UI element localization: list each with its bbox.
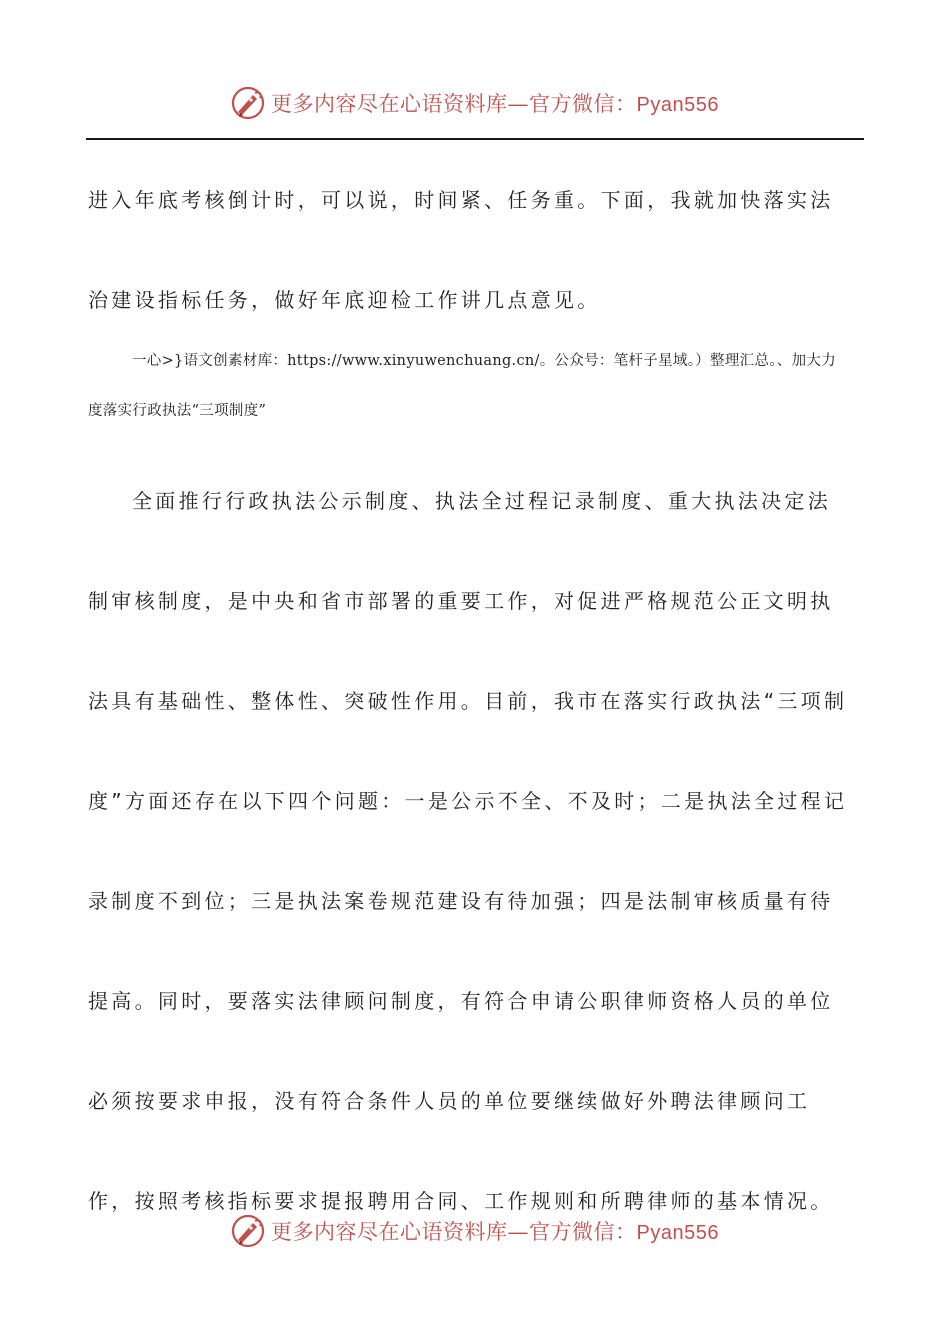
footer-brand xyxy=(231,1214,719,1248)
footer-separator: — xyxy=(507,1220,530,1244)
header-brand-name: 更多内容尽在心语资料库 xyxy=(271,92,508,116)
header-wechat-label: 官方微信： xyxy=(529,92,637,116)
pen-nib-logo-icon xyxy=(231,86,265,120)
page-footer xyxy=(0,1208,950,1254)
header-separator: — xyxy=(507,92,530,116)
page-header xyxy=(0,80,950,126)
footer-brand-name: 更多内容尽在心语资料库 xyxy=(271,1220,508,1244)
header-divider xyxy=(86,138,864,140)
footer-brand-text xyxy=(271,1216,719,1246)
footer-wechat-id: Pyan556 xyxy=(636,1222,719,1244)
pen-nib-logo-icon xyxy=(231,1214,265,1248)
header-brand-text xyxy=(271,88,719,118)
footer-wechat-label: 官方微信： xyxy=(529,1220,637,1244)
document-body xyxy=(88,150,850,1251)
paragraph-source-note: 一心>}语文创素材库：https://www.xinyuwenchuang.cn/。公众号：笔杆子星域。）整理汇总。、加大力度落实行政执法“三项制度” xyxy=(88,353,836,419)
paragraph-intro: 进入年底考核倒计时，可以说，时间紧、任务重。下面，我就加快落实法治建设指标任务，做好年底迎检工作讲几点意见。 xyxy=(88,188,834,312)
paragraph-main: 全面推行行政执法公示制度、执法全过程记录制度、重大执法决定法制审核制度，是中央和省市部署的重要工作，对促进严格规范公正文明执法具有基础性、整体性、突破性作用。目前，我市在落实行政执法“三项制度”方面还存在以下四个问题：一是公示不全、不及时；二是执法全过程记录制度不到位；三是执法案卷规范建设有待加强；四是法制审核质量有待提高。同时，要落实法律顾问制度，有符合申请公职律师资格人员的单位必须按要求申报，没有符合条件人员的单位要继续做好外聘法律顾问工作，按照考核指标要求提报聘用合同、工作规则和所聘律师的基本情况。 xyxy=(88,488,848,1213)
header-wechat-id: Pyan556 xyxy=(636,94,719,116)
header-brand xyxy=(231,86,719,120)
